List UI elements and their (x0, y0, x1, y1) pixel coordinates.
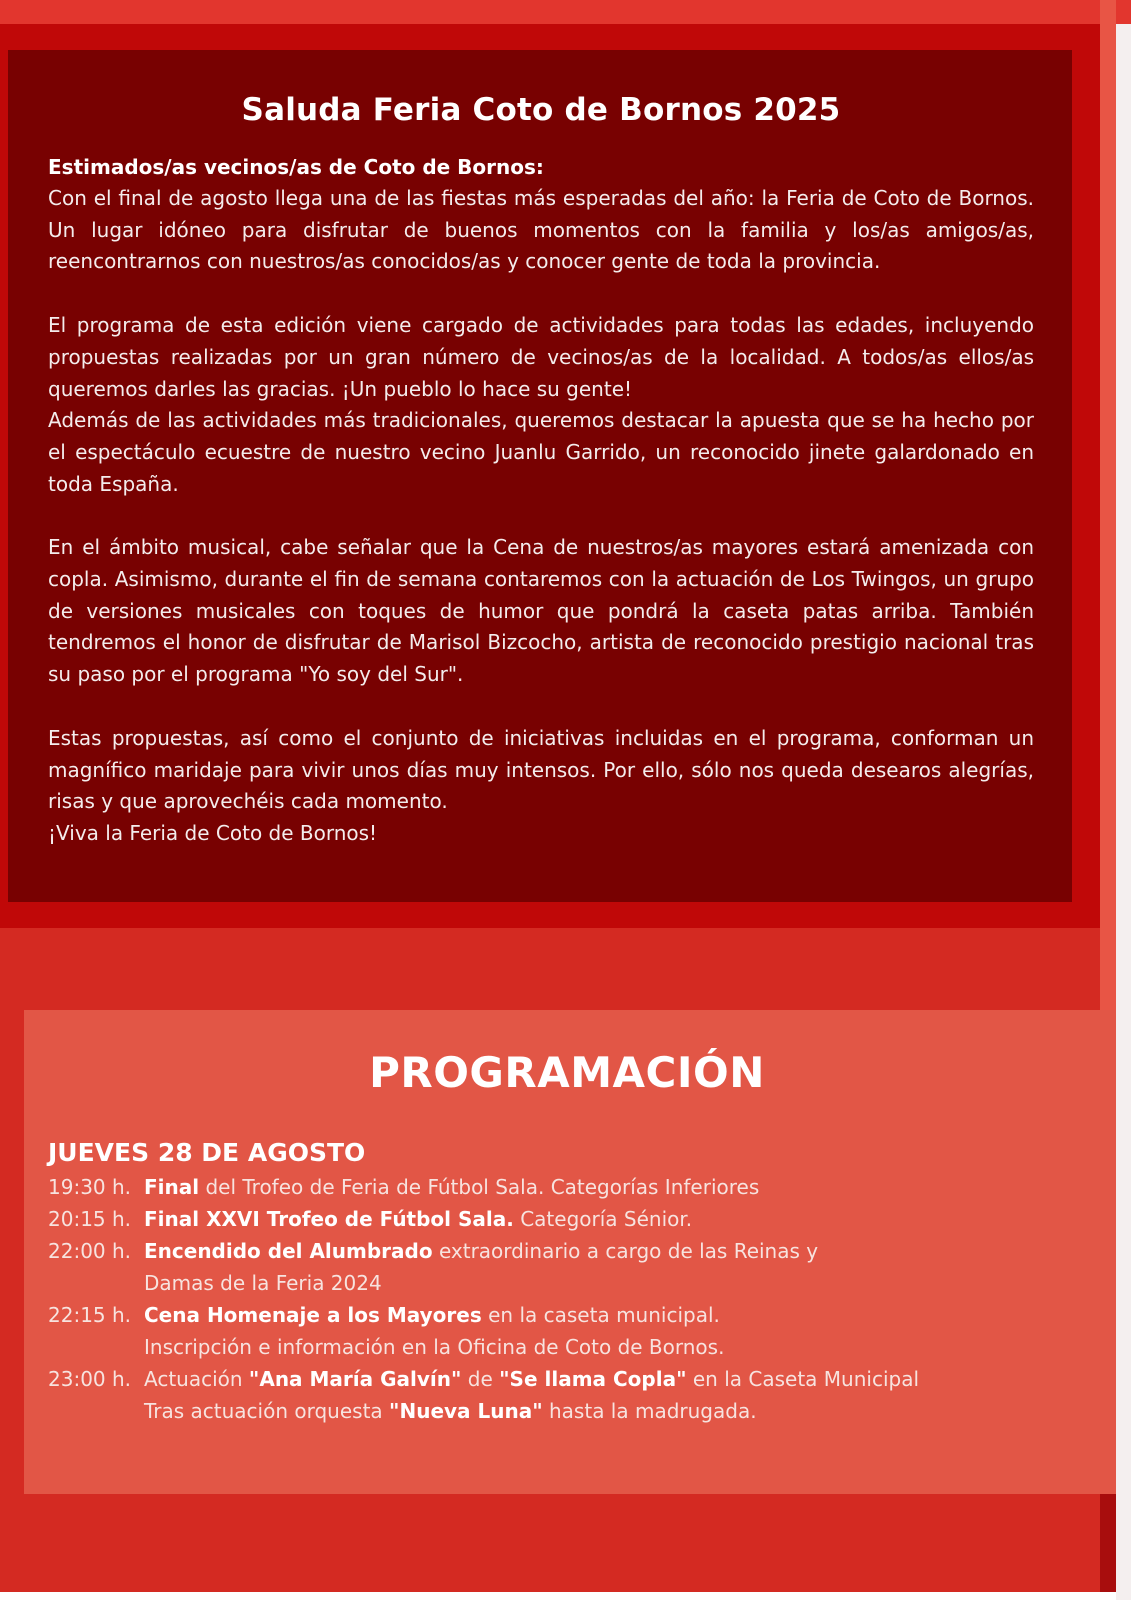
programacion-title: PROGRAMACIÓN (369, 1048, 765, 1097)
event-row (48, 1171, 1086, 1203)
saluda-greeting: Estimados/as vecinos/as de Coto de Bornos: (48, 155, 544, 179)
paragraph-gap (48, 278, 1034, 310)
saluda-paragraph-5: Estas propuestas, así como el conjunto de iniciativas incluidas en el programa, conforman un magnífico maridaje para vivir unos días muy intensos. Por ello, sólo nos queda desearos alegrías, risas y que aprovechéis cada momento. (48, 725, 1034, 814)
saluda-section (8, 50, 1072, 902)
paragraph-gap (48, 500, 1034, 532)
event-description (144, 1203, 1086, 1235)
saluda-paragraph-4: En el ámbito musical, cabe señalar que la Cena de nuestros/as mayores estará amenizada con copla. Asimismo, durante el fin de semana contaremos con la actuación de Los Twingos, un grupo de versiones musicales con toques de humor que pondrá la caseta patas arriba. También tendremos el honor de disfrutar de Marisol Bizcocho, artista de reconocido prestigio nacional tras su paso por el programa "Yo soy del Sur". (48, 535, 1034, 687)
event-text: Actuación (144, 1367, 249, 1391)
event-highlight: "Nueva Luna" (389, 1399, 543, 1423)
event-time: 20:15 h. (48, 1207, 132, 1231)
event-description (144, 1299, 1086, 1363)
event-text-continued: Inscripción e información en la Oficina de Coto de Bornos. (144, 1335, 725, 1359)
saluda-closing: ¡Viva la Feria de Coto de Bornos! (48, 820, 378, 845)
event-text: extraordinario a cargo de las Reinas y (432, 1239, 819, 1263)
event-text-continued: hasta la madrugada. (542, 1399, 757, 1423)
event-time: 23:00 h. (48, 1367, 132, 1391)
event-row (48, 1203, 1086, 1235)
event-description (144, 1171, 1086, 1203)
event-highlight: Final XXVI Trofeo de Fútbol Sala. (144, 1207, 514, 1231)
event-time: 19:30 h. (48, 1175, 132, 1199)
event-row (48, 1235, 1086, 1299)
event-description (144, 1235, 1086, 1299)
event-row (48, 1363, 1086, 1427)
day-heading: JUEVES 28 DE AGOSTO (48, 1138, 366, 1167)
event-text: Categoría Sénior. (513, 1207, 693, 1231)
event-text: en la caseta municipal. (481, 1303, 720, 1327)
right-accent-band (1100, 0, 1116, 1180)
top-band (0, 0, 1131, 24)
saluda-paragraph-2: El programa de esta edición viene cargado de actividades para todas las edades, incluyendo propuestas realizadas por un gran número de vecinos/as de la localidad. A todos/as ellos/as queremos darles las gracias. ¡Un pueblo lo hace su gente! (48, 313, 1034, 401)
event-highlight: Cena Homenaje a los Mayores (144, 1303, 482, 1327)
event-time: 22:00 h. (48, 1239, 132, 1263)
event-highlight: Final (144, 1175, 200, 1199)
programacion-section (24, 1010, 1116, 1494)
event-text-continued: Damas de la Feria 2024 (144, 1271, 382, 1295)
event-highlight: "Ana María Galvín" (248, 1367, 462, 1391)
event-text: en la Caseta Municipal (686, 1367, 920, 1391)
event-text: del Trofeo de Feria de Fútbol Sala. Categorías Inferiores (199, 1175, 760, 1199)
event-time: 22:15 h. (48, 1303, 132, 1327)
saluda-paragraph-3: Además de las actividades más tradicionales, queremos destacar la apuesta que se ha hecho por el espectáculo ecuestre de nuestro vecino Juanlu Garrido, un reconocido jinete galardonado en toda España. (48, 408, 1034, 496)
event-highlight: "Se llama Copla" (499, 1367, 687, 1391)
event-highlight: Encendido del Alumbrado (144, 1239, 433, 1263)
event-text: de (461, 1367, 500, 1391)
saluda-paragraph-1: Con el final de agosto llega una de las fiestas más esperadas del año: la Feria de Coto de Bornos. Un lugar idóneo para disfrutar de buenos momentos con la familia y los/as amigos/as, reencontrarnos con nuestros/as conocidos/as y conocer gente de toda la provincia. (48, 186, 1034, 274)
event-text-continued: Tras actuación orquesta (144, 1399, 390, 1423)
event-description (144, 1363, 1086, 1427)
paragraph-gap (48, 691, 1034, 723)
saluda-title: Saluda Feria Coto de Bornos 2025 (241, 92, 841, 128)
event-row (48, 1299, 1086, 1363)
right-edge-strip (1116, 24, 1131, 1600)
